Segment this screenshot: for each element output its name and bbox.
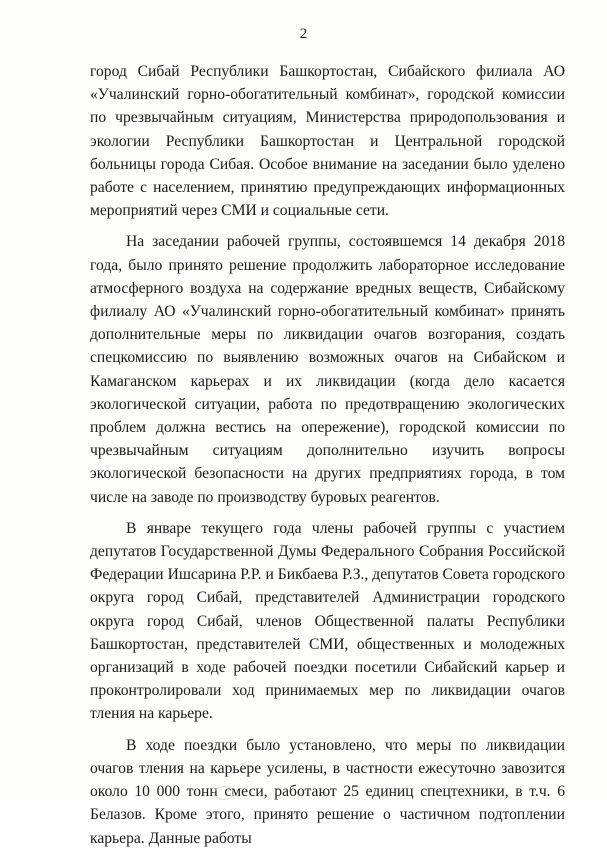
- paragraph-continuation: город Сибай Республики Башкортостан, Сибайского филиала АО «Учалинский горно-обогатительный комбинат», городской комиссии по чрезвычайным ситуациям, Министерства природопользования и экологии Республики Башкортостан и Центральной городской больницы города Сибая. Особое внимание на заседании было уделено работе с населением, принятию предупреждающих информационных мероприятий через СМИ и социальные сети.: [90, 63, 565, 220]
- paragraph-working-group-meeting: На заседании рабочей группы, состоявшемся 14 декабря 2018 года, было принято решение продолжить лабораторное исследование атмосферного воздуха на содержание вредных веществ, Сибайскому филиалу АО «Учалинский горно-обогатительный комбинат» принять дополнительные меры по ликвидации очагов возгорания, создать спецкомиссию по выявлению возможных очагов на Сибайском и Камаганском карьерах и их ликвидации (когда дело касается экологической ситуации, работа по предотвращению экологических проблем должна вестись на опережение), городской комиссии по чрезвычайным ситуациям дополнительно изучить вопросы экологической безопасности на других предприятиях города, в том числе на заводе по производству буровых реагентов.: [90, 233, 565, 506]
- document-body: [90, 60, 565, 858]
- paragraph-trip-findings: В ходе поездки было установлено, что меры по ликвидации очагов тления на карьере усилены, в частности ежесуточно завозится около 10 000 тонн смеси, работают 25 единиц спецтехники, в т.ч. 6 Белазов. Кроме этого, принято решение о частичном подтоплении карьера. Данные работы: [90, 736, 565, 847]
- page-number: 2: [299, 26, 308, 42]
- paragraph-january-visit: В январе текущего года члены рабочей группы с участием депутатов Государственной Думы Федерального Собрания Российской Федерации Ишсарина Р.Р. и Бикбаева Р.З., депутатов Совета городского округа город Сибай, представителей Администрации городского округа город Сибай, членов Общественной палаты Республики Башкортостан, представителей СМИ, общественных и молодежных организаций в ходе рабочей поездки посетили Сибайский карьер и проконтролировали ход принимаемых мер по ликвидации очагов тления на карьере.: [90, 519, 565, 723]
- faint-stamp-mark: [214, 786, 234, 800]
